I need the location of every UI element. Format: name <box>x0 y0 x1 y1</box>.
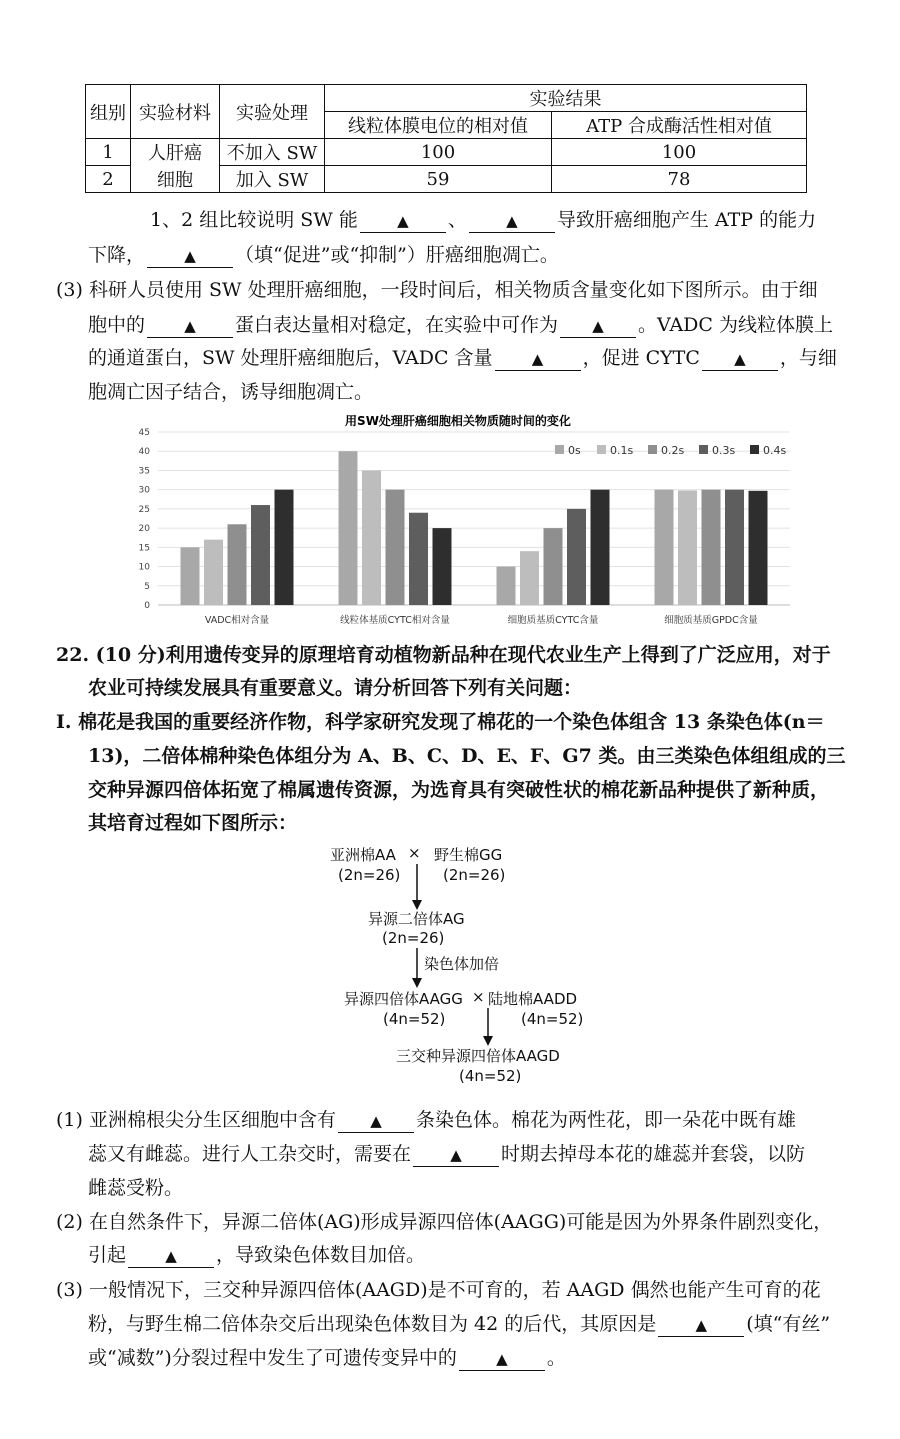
header-result: 实验结果 <box>325 85 807 112</box>
bar <box>181 547 200 605</box>
legend-swatch <box>597 445 606 454</box>
cell-potential: 100 <box>325 139 552 166</box>
bar <box>702 490 721 605</box>
answer-blank[interactable]: ▲ <box>560 314 636 338</box>
cross-symbol: × <box>408 844 421 862</box>
answer-blank[interactable]: ▲ <box>495 347 581 371</box>
table-row <box>86 166 807 193</box>
q22-I-line-2: 13)，二倍体棉种染色体组分为 A、B、C、D、E、F、G7 类。由三类染色体组组成的三 <box>88 745 846 767</box>
bar <box>725 490 744 605</box>
q22-I-line-3: 交种异源四倍体拓宽了棉属遗传资源，为选育具有突破性状的棉花新品种提供了新种质， <box>88 779 830 801</box>
answer-blank[interactable]: ▲ <box>360 209 446 233</box>
legend-swatch <box>555 445 564 454</box>
cell-treatment: 不加入 SW <box>220 139 325 166</box>
answer-blank[interactable]: ▲ <box>413 1143 499 1167</box>
text: ，与细 <box>779 347 837 369</box>
parent-asia-ploidy: (2n=26) <box>338 866 401 884</box>
bar <box>386 490 405 605</box>
bar <box>409 513 428 605</box>
bar <box>544 528 563 605</box>
q2-line-1 <box>150 205 816 235</box>
bar <box>433 528 452 605</box>
text: 蛋白表达量相对稳定，在实验中可作为 <box>235 314 559 336</box>
text: 粉，与野生棉二倍体杂交后出现染色体数目为 42 的后代，其原因是 <box>88 1313 657 1335</box>
bar <box>204 540 223 605</box>
legend-swatch <box>750 445 759 454</box>
cell-potential: 59 <box>325 166 552 193</box>
category-label: 线粒体基质CYTC相对含量 <box>340 615 450 626</box>
bar <box>591 490 610 605</box>
legend-swatch <box>699 445 708 454</box>
cell-material: 人肝癌 <box>131 139 220 166</box>
bar <box>251 505 270 605</box>
upland-ploidy: (4n=52) <box>521 1010 584 1028</box>
text: 下降， <box>88 244 146 266</box>
text: ，促进 CYTC <box>582 347 700 369</box>
text: (1) 亚洲棉根尖分生区细胞中含有 <box>56 1109 336 1131</box>
category-label: VADC相对含量 <box>204 615 270 626</box>
cell-atp: 100 <box>552 139 807 166</box>
bar <box>228 524 247 605</box>
arrow-down-icon <box>410 948 424 988</box>
cell-treatment: 加入 SW <box>220 166 325 193</box>
trispecies-tetraploid: 三交种异源四倍体AAGD <box>396 1047 560 1065</box>
arrow-down-icon <box>410 864 424 910</box>
text: 。 <box>546 1347 566 1369</box>
allodiploid-ploidy: (2n=26) <box>382 929 445 947</box>
cross-symbol: × <box>472 988 485 1006</box>
s3-line-3 <box>88 1343 566 1373</box>
q22-line-1: 22. (10 分)利用遗传变异的原理培育动植物新品种在现代农业生产上得到了广泛应用，对于 <box>56 644 831 666</box>
text: 的通道蛋白，SW 处理肝癌细胞后，VADC 含量 <box>88 347 493 369</box>
text: 蕊又有雌蕊。进行人工杂交时，需要在 <box>88 1143 412 1165</box>
text: 或“减数”)分裂过程中发生了可遗传变异中的 <box>88 1347 457 1369</box>
text: 1、2 组比较说明 SW 能 <box>150 209 358 231</box>
bar-chart <box>118 412 798 634</box>
q22-line-2: 农业可持续发展具有重要意义。请分析回答下列有关问题： <box>88 677 583 699</box>
legend-label: 0.4s <box>763 444 787 457</box>
table-row <box>86 139 807 166</box>
category-label: 细胞质基质GPDC含量 <box>664 615 758 626</box>
s2-line-2 <box>88 1240 425 1270</box>
q3-line-4: 胞凋亡因子结合，诱导细胞凋亡。 <box>88 381 374 403</box>
text: 时期去掉母本花的雄蕊并套袋，以防 <box>501 1143 806 1165</box>
bar <box>362 470 381 605</box>
s1-line-1 <box>56 1105 796 1135</box>
answer-blank[interactable]: ▲ <box>702 347 778 371</box>
y-tick-label: 5 <box>144 581 150 592</box>
bar <box>339 451 358 605</box>
bar <box>749 491 768 605</box>
answer-blank[interactable]: ▲ <box>128 1244 214 1268</box>
text: (填“有丝” <box>746 1313 831 1335</box>
y-tick-label: 0 <box>144 601 150 611</box>
y-tick-label: 25 <box>138 504 150 515</box>
header-material: 实验材料 <box>131 85 220 139</box>
q3-line-3 <box>88 343 837 373</box>
answer-blank[interactable]: ▲ <box>338 1109 414 1133</box>
s3-line-2 <box>88 1309 830 1339</box>
cell-group: 1 <box>86 139 131 166</box>
header-potential: 线粒体膜电位的相对值 <box>325 112 552 139</box>
parent-wild-cotton: 野生棉GG <box>434 846 503 864</box>
allotetraploid-ploidy: (4n=52) <box>383 1010 446 1028</box>
answer-blank[interactable]: ▲ <box>147 244 233 268</box>
legend-swatch <box>648 445 657 454</box>
bar <box>678 490 697 605</box>
text: 条染色体。棉花为两性花，即一朵花中既有雄 <box>415 1109 796 1131</box>
header-group: 组别 <box>86 85 131 139</box>
y-tick-label: 40 <box>138 447 150 458</box>
answer-blank[interactable]: ▲ <box>658 1313 744 1337</box>
y-tick-label: 30 <box>138 485 150 496</box>
q22-I-line-4: 其培育过程如下图所示： <box>88 812 298 834</box>
s1-line-3: 雌蕊受粉。 <box>88 1177 184 1199</box>
text: 引起 <box>88 1244 127 1266</box>
bar <box>520 551 539 605</box>
bar <box>567 509 586 605</box>
y-tick-label: 15 <box>138 543 150 554</box>
bar <box>655 490 674 605</box>
legend-label: 0.3s <box>712 444 736 457</box>
answer-blank[interactable]: ▲ <box>469 209 555 233</box>
bar <box>497 567 516 605</box>
text: （填“促进”或“抑制”）肝癌细胞凋亡。 <box>235 244 559 266</box>
y-tick-label: 35 <box>138 466 150 477</box>
text: 。VADC 为线粒体膜上 <box>638 314 833 336</box>
doubling-label: 染色体加倍 <box>424 955 500 973</box>
bar <box>275 490 294 605</box>
text: 胞中的 <box>88 314 146 336</box>
text: 导致肝癌细胞产生 ATP 的能力 <box>556 209 817 231</box>
text: 、 <box>447 209 467 231</box>
allodiploid-ag: 异源二倍体AG <box>368 910 465 928</box>
parent-asia-cotton: 亚洲棉AA <box>330 846 396 864</box>
allotetraploid-aagg: 异源四倍体AAGG <box>344 990 463 1008</box>
cell-atp: 78 <box>552 166 807 193</box>
cell-material: 细胞 <box>131 166 220 193</box>
legend-label: 0s <box>568 444 581 457</box>
q3-line-1: (3) 科研人员使用 SW 处理肝癌细胞，一段时间后，相关物质含量变化如下图所示。由于细 <box>56 279 818 301</box>
q3-line-2 <box>88 310 833 340</box>
upland-cotton-aadd: 陆地棉AADD <box>488 990 578 1008</box>
y-tick-label: 45 <box>138 428 150 438</box>
trispecies-ploidy: (4n=52) <box>459 1067 522 1085</box>
header-treatment: 实验处理 <box>220 85 325 139</box>
answer-blank[interactable]: ▲ <box>147 314 233 338</box>
parent-wild-ploidy: (2n=26) <box>443 866 506 884</box>
category-label: 细胞质基质CYTC含量 <box>507 615 599 626</box>
cell-group: 2 <box>86 166 131 193</box>
s1-line-2 <box>88 1139 805 1169</box>
header-atp: ATP 合成酶活性相对值 <box>552 112 807 139</box>
s3-line-1: (3) 一般情况下，三交种异源四倍体(AAGD)是不可育的，若 AAGD 偶然也能产生可育的花 <box>56 1279 821 1301</box>
y-tick-label: 10 <box>138 562 150 573</box>
text: ，导致染色体数目加倍。 <box>216 1244 426 1266</box>
y-tick-label: 20 <box>138 524 150 535</box>
s2-line-1: (2) 在自然条件下，异源二倍体(AG)形成异源四倍体(AAGG)可能是因为外界条件剧烈变化， <box>56 1211 833 1233</box>
q2-line-2 <box>88 240 559 270</box>
answer-blank[interactable]: ▲ <box>459 1347 545 1371</box>
legend-label: 0.1s <box>610 444 634 457</box>
legend-label: 0.2s <box>661 444 685 457</box>
result-table <box>85 84 807 193</box>
q22-I-line-1: I. 棉花是我国的重要经济作物，科学家研究发现了棉花的一个染色体组含 13 条染色体(n＝ <box>56 711 825 733</box>
chart-title: 用SW处理肝癌细胞相关物质随时间的变化 <box>345 414 571 428</box>
arrow-down-icon <box>481 1008 495 1046</box>
